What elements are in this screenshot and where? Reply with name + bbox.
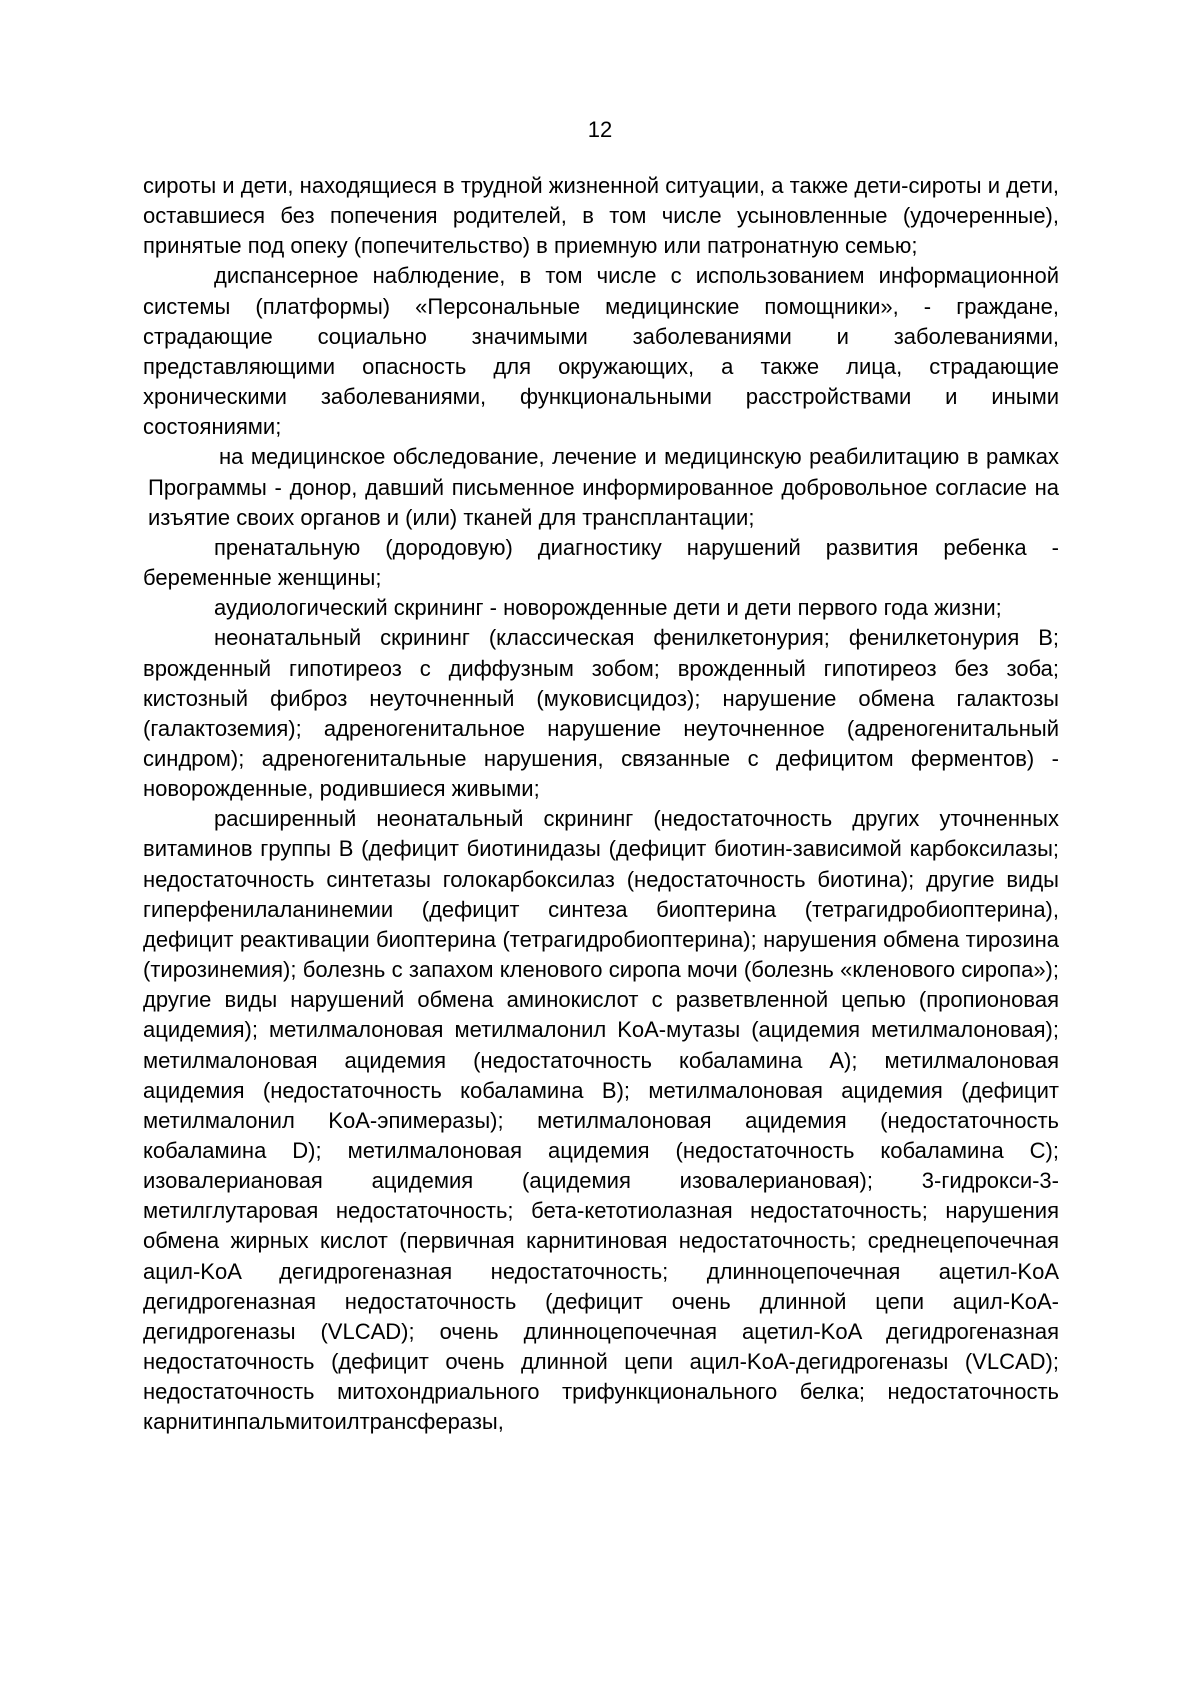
paragraph-audiological-screening: аудиологический скрининг - новорожденные дети и дети первого года жизни; — [214, 595, 1002, 621]
page-number: 12 — [587, 117, 613, 142]
paragraph-dispensary-observation: диспансерное наблюдение, в том числе с использованием информационной системы (платформы) «Персональные медицинские помощники», - граждане, страдающие социально значимыми заболеваниями и заболеваниями, представляющими опасность для окружающих, а также лица, страдающие хроническими заболеваниями, функциональными расстройствами и иными состояниями; — [143, 263, 1059, 440]
paragraph-donor-examination: на медицинское обследование, лечение и медицинскую реабилитацию в рамках Программы - донор, давший письменное информированное добровольное согласие на изъятие своих органов и (или) тканей для трансплантации; — [148, 444, 1059, 530]
paragraph-orphans: сироты и дети, находящиеся в трудной жизненной ситуации, а также дети-сироты и дети, оставшиеся без попечения родителей, в том числе усыновленные (удочеренные), принятые под опеку (попечительство) в приемную или патронатную семью; — [143, 173, 1059, 259]
document-body — [143, 171, 1059, 1438]
paragraph-prenatal-diagnostics: пренатальную (дородовую) диагностику нарушений развития ребенка - беременные женщины; — [143, 534, 1059, 591]
paragraph-neonatal-screening: неонатальный скрининг (классическая фенилкетонурия; фенилкетонурия B; врожденный гипотиреоз с диффузным зобом; врожденный гипотиреоз без зоба; кистозный фиброз неуточненный (муковисцидоз); нарушение обмена галактозы (галактоземия); адреногенитальное нарушение неуточненное (адреногенитальный синдром); адреногенитальные нарушения, связанные с дефицитом ферментов) - новорожденные, родившиеся живыми; — [143, 625, 1059, 802]
paragraph-extended-neonatal-screening: расширенный неонатальный скрининг (недостаточность других уточненных витаминов группы B (дефицит биотинидазы (дефицит биотин-зависимой карбоксилазы; недостаточность синтетазы голокарбоксилаз (недостаточность биотина); другие виды гиперфенилаланинемии (дефицит синтеза биоптерина (тетрагидробиоптерина), дефицит реактивации биоптерина (тетрагидробиоптерина); нарушения обмена тирозина (тирозинемия); болезнь с запахом кленового сиропа мочи (болезнь «кленового сиропа»); другие виды нарушений обмена аминокислот с разветвленной цепью (пропионовая ацидемия); метилмалоновая метилмалонил KoA-мутазы (ацидемия метилмалоновая); метилмалоновая ацидемия (недостаточность кобаламина A); метилмалоновая ацидемия (недостаточность кобаламина B); метилмалоновая ацидемия (дефицит метилмалонил KoA-эпимеразы); метилмалоновая ацидемия (недостаточность кобаламина D); метилмалоновая ацидемия (недостаточность кобаламина C); изовалериановая ацидемия (ацидемия изовалериановая); 3-гидрокси-3-метилглутаровая недостаточность; бета-кетотиолазная недостаточность; нарушения обмена жирных кислот (первичная карнитиновая недостаточность; среднецепочечная ацил-KoA дегидрогеназная недостаточность; длинноцепочечная ацетил-KoA дегидрогеназная недостаточность (дефицит очень длинной цепи ацил-KoA-дегидрогеназы (VLCAD); очень длинноцепочечная ацетил-KoA дегидрогеназная недостаточность (дефицит очень длинной цепи ацил-KoA-дегидрогеназы (VLCAD); недостаточность митохондриального трифункционального белка; недостаточность карнитинпальмитоилтрансферазы, — [143, 806, 1059, 1435]
